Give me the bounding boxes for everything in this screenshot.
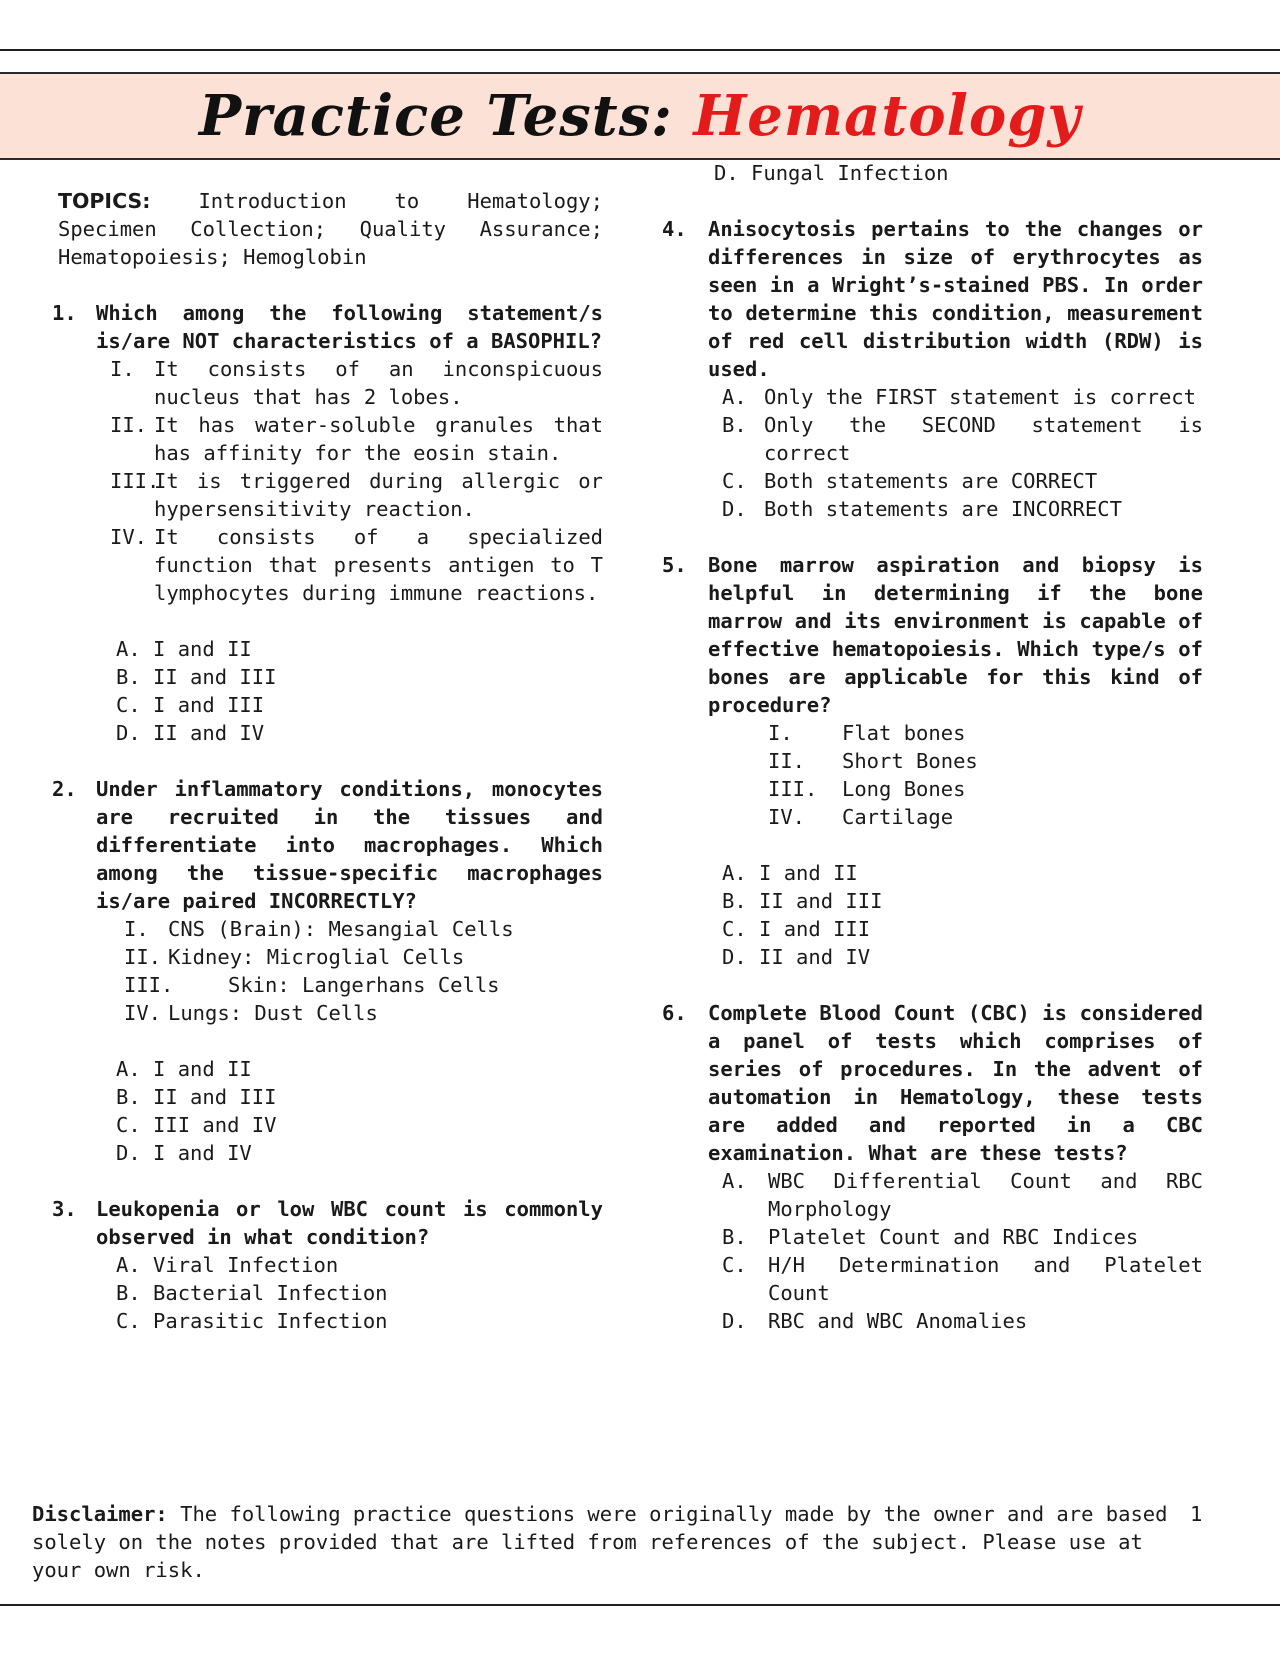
option-list [96, 1251, 603, 1335]
option-item: C. III and IV [116, 1113, 277, 1137]
option-list [708, 1167, 1203, 1335]
top-rule [0, 49, 1280, 51]
option-list [708, 383, 1203, 523]
option-item: B. Platelet Count and RBC Indices [722, 1225, 1139, 1249]
question-text: Which among the following statement/s is/are NOT characteristics of a BASOPHIL? [96, 301, 603, 353]
bottom-rule [0, 1604, 1280, 1606]
option-item: B. II and III [722, 889, 883, 913]
option-item: B. II and III [116, 1085, 277, 1109]
option-item: D. RBC and WBC Anomalies [722, 1309, 1028, 1333]
right-column [662, 159, 1203, 1335]
statement-item: I. It consists of an inconspicuous nucleus that has 2 lobes. [110, 357, 603, 409]
statement-list [96, 355, 603, 607]
option-item: D. II and IV [722, 945, 871, 969]
question-6: 6. Complete Blood Count (CBC) is considered a panel of tests which comprises of series of procedures. In the advent of automation in Hematology, these tests are added and reported in a CBC examination. What are these tests? A. WBC Differential Count and RBC Morphology B. Platelet Count and RBC Indices C. H/H Determination and Platelet Count D. RBC and WBC Anomalies [662, 1001, 1203, 1333]
title-banner [0, 72, 1280, 160]
option-item: A. WBC Differential Count and RBC Morphology [722, 1169, 1203, 1221]
option-item: A. I and II [722, 861, 858, 885]
option-item: C. I and III [722, 917, 871, 941]
statement-list [96, 915, 603, 1027]
statement-item: IV. Lungs: Dust Cells [124, 1001, 378, 1025]
option-item: C. I and III [116, 693, 265, 717]
option-item: B. Bacterial Infection [116, 1281, 388, 1305]
page-title: Practice Tests: Hematology [199, 83, 1081, 149]
statement-list [708, 719, 1203, 831]
option-list [708, 859, 1203, 971]
option-item: A. Only the FIRST statement is correct [722, 385, 1196, 409]
question-text: Bone marrow aspiration and biopsy is helpful in determining if the bone marrow and its environment is capable of effective hematopoiesis. Which type/s of bones are applicable for this kind of procedure? [708, 553, 1203, 717]
statement-item: IV. Cartilage [768, 805, 954, 829]
option-item: D. II and IV [116, 721, 265, 745]
statement-item: III. Long Bones [768, 777, 966, 801]
question-2: 2. Under inflammatory conditions, monocytes are recruited in the tissues and differentiate into macrophages. Which among the tissue-specific macrophages is/are paired INCORRECTLY? I. CNS (Brain): Mesangial Cells II. Kidney: Microglial Cells III. Skin: Langerhans Cells IV. Lungs: Dust Cells A. I and II B. II and III C. III and IV D. I and IV [52, 777, 603, 1165]
statement-item: II. Kidney: Microglial Cells [124, 945, 465, 969]
statement-item: III. It is triggered during allergic or hypersensitivity reaction. [110, 469, 603, 521]
question-text: Under inflammatory conditions, monocytes are recruited in the tissues and differentiate into macrophages. Which among the tissue-specific macrophages is/are paired INCORRECTLY? [96, 777, 603, 913]
left-column [52, 187, 603, 1335]
question-1: 1. Which among the following statement/s is/are NOT characteristics of a BASOPHIL? I. It consists of an inconspicuous nucleus that has 2 lobes. II. It has water-soluble granules that has affinity for the eosin stain. III. It is triggered during allergic or hypersensitivity reaction. IV. It consists of a specialized function that presents antigen to T lymphocytes during immune reactions. A. I and II B. II and III C. I and III D. II and IV [52, 301, 603, 745]
statement-item: II. Short Bones [768, 749, 978, 773]
option-item: C. H/H Determination and Platelet Count [722, 1253, 1203, 1305]
option-item: D. Both statements are INCORRECT [722, 497, 1122, 521]
option-list [96, 635, 603, 747]
question-4: 4. Anisocytosis pertains to the changes or differences in size of erythrocytes as seen in a Wright’s-stained PBS. In order to determine this condition, measurement of red cell distribution width (RDW) is used. A. Only the FIRST statement is correct B. Only the SECOND statement is correct C. Both statements are CORRECT D. Both statements are INCORRECT [662, 217, 1203, 521]
option-list [96, 1055, 603, 1167]
statement-item: I. CNS (Brain): Mesangial Cells [124, 917, 514, 941]
option-item: C. Parasitic Infection [116, 1309, 388, 1333]
option-item: A. Viral Infection [116, 1253, 339, 1277]
question-5: 5. Bone marrow aspiration and biopsy is helpful in determining if the bone marrow and its environment is capable of effective hematopoiesis. Which type/s of bones are applicable for this kind of procedure? I. Flat bones II. Short Bones III. Long Bones IV. Cartilage A. I and II B. II and III C. I and III D. II and IV [662, 553, 1203, 969]
option-item: C. Both statements are CORRECT [722, 469, 1098, 493]
question-3: 3. Leukopenia or low WBC count is commonly observed in what condition? A. Viral Infection B. Bacterial Infection C. Parasitic Infection [52, 1197, 603, 1333]
question-text: Anisocytosis pertains to the changes or differences in size of erythrocytes as seen in a Wright’s-stained PBS. In order to determine this condition, measurement of red cell distribution width (RDW) is used. [708, 217, 1203, 381]
statement-item: II. It has water-soluble granules that has affinity for the eosin stain. [110, 413, 603, 465]
option-item: A. I and II [116, 637, 252, 661]
statement-item: III. Skin: Langerhans Cells [124, 973, 500, 997]
topics-block: TOPICS: Introduction to Hematology; Specimen Collection; Quality Assurance; Hematopoiesis; Hemoglobin [58, 189, 603, 269]
option-item: B. II and III [116, 665, 277, 689]
page-number: 1 [1190, 1502, 1203, 1526]
option-item: D. Fungal Infection [714, 161, 949, 185]
option-item: B. Only the SECOND statement is correct [722, 413, 1203, 465]
question-text: Leukopenia or low WBC count is commonly observed in what condition? [96, 1197, 603, 1249]
disclaimer: Disclaimer: The following practice questions were originally made by the owner and are based solely on the notes provided that are lifted from references of the subject. Please use at your own risk. [32, 1502, 1168, 1582]
statement-item: IV. It consists of a specialized function that presents antigen to T lymphocytes during immune reactions. [110, 525, 603, 605]
question-text: Complete Blood Count (CBC) is considered a panel of tests which comprises of series of procedures. In the advent of automation in Hematology, these tests are added and reported in a CBC examination. What are these tests? [708, 1001, 1203, 1165]
option-item: D. I and IV [116, 1141, 252, 1165]
statement-item: I. Flat bones [768, 721, 966, 745]
option-item: A. I and II [116, 1057, 252, 1081]
